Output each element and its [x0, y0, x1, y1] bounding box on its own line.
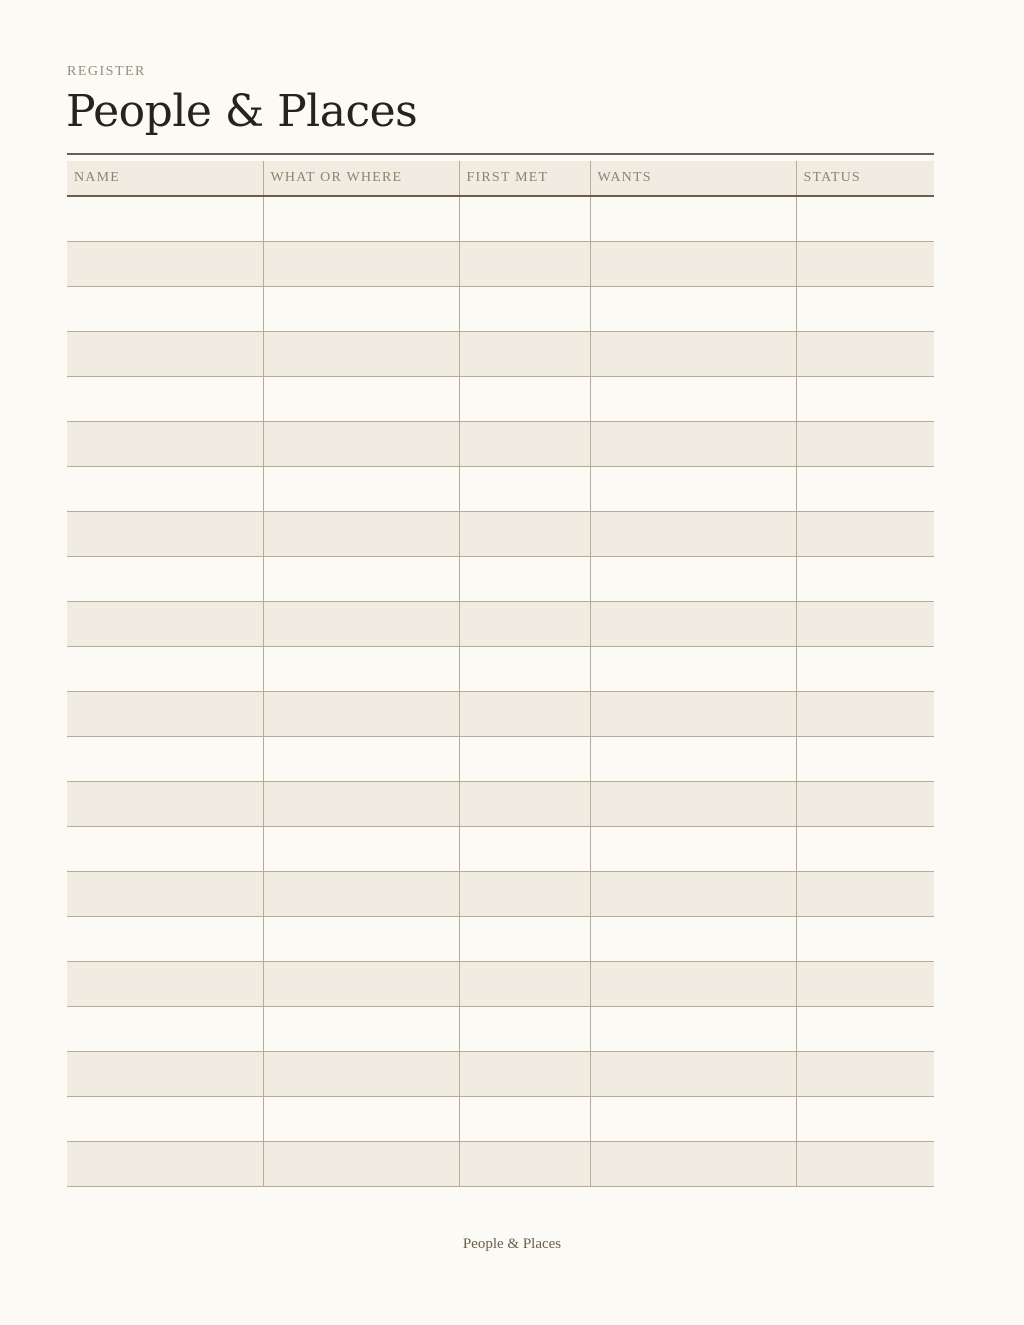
cell-first-met[interactable]: [459, 557, 590, 602]
cell-wants[interactable]: [590, 332, 796, 377]
cell-status[interactable]: [796, 196, 934, 242]
cell-what-or-where[interactable]: [263, 512, 459, 557]
cell-what-or-where[interactable]: [263, 242, 459, 287]
cell-first-met[interactable]: [459, 1097, 590, 1142]
table-row: [67, 557, 934, 602]
cell-name[interactable]: [67, 692, 263, 737]
cell-first-met[interactable]: [459, 737, 590, 782]
cell-name[interactable]: [67, 377, 263, 422]
cell-what-or-where[interactable]: [263, 332, 459, 377]
cell-status[interactable]: [796, 557, 934, 602]
cell-first-met[interactable]: [459, 196, 590, 242]
cell-name[interactable]: [67, 782, 263, 827]
column-header-name: NAME: [67, 161, 263, 196]
table-row: [67, 332, 934, 377]
cell-status[interactable]: [796, 467, 934, 512]
cell-wants[interactable]: [590, 962, 796, 1007]
table-row: [67, 1052, 934, 1097]
cell-first-met[interactable]: [459, 1052, 590, 1097]
cell-what-or-where[interactable]: [263, 782, 459, 827]
cell-name[interactable]: [67, 827, 263, 872]
cell-what-or-where[interactable]: [263, 647, 459, 692]
cell-name[interactable]: [67, 557, 263, 602]
cell-name[interactable]: [67, 332, 263, 377]
table-row: [67, 737, 934, 782]
cell-wants[interactable]: [590, 782, 796, 827]
cell-name[interactable]: [67, 647, 263, 692]
table-row: [67, 602, 934, 647]
title-rule: [67, 153, 934, 155]
table-row: [67, 512, 934, 557]
table-row: [67, 287, 934, 332]
cell-what-or-where[interactable]: [263, 827, 459, 872]
cell-first-met[interactable]: [459, 512, 590, 557]
cell-what-or-where[interactable]: [263, 1097, 459, 1142]
cell-first-met[interactable]: [459, 377, 590, 422]
table-row: [67, 422, 934, 467]
cell-status[interactable]: [796, 827, 934, 872]
cell-name[interactable]: [67, 242, 263, 287]
cell-name[interactable]: [67, 917, 263, 962]
cell-what-or-where[interactable]: [263, 1007, 459, 1052]
cell-wants[interactable]: [590, 647, 796, 692]
cell-what-or-where[interactable]: [263, 692, 459, 737]
cell-name[interactable]: [67, 422, 263, 467]
cell-status[interactable]: [796, 1097, 934, 1142]
cell-wants[interactable]: [590, 287, 796, 332]
column-header-status: STATUS: [796, 161, 934, 196]
cell-name[interactable]: [67, 512, 263, 557]
cell-status[interactable]: [796, 737, 934, 782]
cell-wants[interactable]: [590, 917, 796, 962]
cell-first-met[interactable]: [459, 287, 590, 332]
cell-wants[interactable]: [590, 196, 796, 242]
cell-status[interactable]: [796, 962, 934, 1007]
cell-what-or-where[interactable]: [263, 962, 459, 1007]
cell-what-or-where[interactable]: [263, 557, 459, 602]
cell-what-or-where[interactable]: [263, 1052, 459, 1097]
column-header-what-or-where: WHAT OR WHERE: [263, 161, 459, 196]
cell-first-met[interactable]: [459, 242, 590, 287]
cell-wants[interactable]: [590, 602, 796, 647]
cell-first-met[interactable]: [459, 467, 590, 512]
table-row: [67, 467, 934, 512]
cell-first-met[interactable]: [459, 1142, 590, 1187]
cell-first-met[interactable]: [459, 692, 590, 737]
column-header-wants: WANTS: [590, 161, 796, 196]
table-body: [67, 196, 934, 1187]
cell-wants[interactable]: [590, 467, 796, 512]
cell-first-met[interactable]: [459, 602, 590, 647]
cell-wants[interactable]: [590, 1052, 796, 1097]
cell-name[interactable]: [67, 1142, 263, 1187]
cell-name[interactable]: [67, 1097, 263, 1142]
column-header-first-met: FIRST MET: [459, 161, 590, 196]
cell-status[interactable]: [796, 332, 934, 377]
cell-first-met[interactable]: [459, 962, 590, 1007]
table-row: [67, 242, 934, 287]
cell-status[interactable]: [796, 602, 934, 647]
cell-status[interactable]: [796, 647, 934, 692]
cell-wants[interactable]: [590, 422, 796, 467]
cell-first-met[interactable]: [459, 872, 590, 917]
cell-status[interactable]: [796, 287, 934, 332]
cell-name[interactable]: [67, 602, 263, 647]
cell-status[interactable]: [796, 377, 934, 422]
cell-wants[interactable]: [590, 1142, 796, 1187]
table-row: [67, 962, 934, 1007]
cell-status[interactable]: [796, 1007, 934, 1052]
table-row: [67, 872, 934, 917]
table-row: [67, 1142, 934, 1187]
cell-status[interactable]: [796, 917, 934, 962]
table-row: [67, 647, 934, 692]
cell-what-or-where[interactable]: [263, 377, 459, 422]
cell-wants[interactable]: [590, 1097, 796, 1142]
cell-status[interactable]: [796, 1052, 934, 1097]
cell-what-or-where[interactable]: [263, 287, 459, 332]
table-row: [67, 827, 934, 872]
cell-name[interactable]: [67, 1007, 263, 1052]
cell-wants[interactable]: [590, 737, 796, 782]
cell-name[interactable]: [67, 1052, 263, 1097]
cell-what-or-where[interactable]: [263, 917, 459, 962]
cell-first-met[interactable]: [459, 332, 590, 377]
cell-name[interactable]: [67, 467, 263, 512]
page-title: People & Places: [66, 86, 418, 137]
cell-first-met[interactable]: [459, 782, 590, 827]
cell-status[interactable]: [796, 512, 934, 557]
table-row: [67, 196, 934, 242]
cell-what-or-where[interactable]: [263, 737, 459, 782]
cell-what-or-where[interactable]: [263, 422, 459, 467]
table-row: [67, 377, 934, 422]
cell-what-or-where[interactable]: [263, 467, 459, 512]
table-row: [67, 782, 934, 827]
cell-wants[interactable]: [590, 1007, 796, 1052]
cell-status[interactable]: [796, 242, 934, 287]
cell-what-or-where[interactable]: [263, 602, 459, 647]
table-row: [67, 692, 934, 737]
cell-status[interactable]: [796, 782, 934, 827]
cell-status[interactable]: [796, 872, 934, 917]
table-row: [67, 917, 934, 962]
cell-first-met[interactable]: [459, 917, 590, 962]
table-row: [67, 1097, 934, 1142]
cell-name[interactable]: [67, 962, 263, 1007]
cell-status[interactable]: [796, 692, 934, 737]
cell-wants[interactable]: [590, 692, 796, 737]
cell-first-met[interactable]: [459, 1007, 590, 1052]
cell-name[interactable]: [67, 737, 263, 782]
cell-wants[interactable]: [590, 512, 796, 557]
cell-what-or-where[interactable]: [263, 872, 459, 917]
cell-wants[interactable]: [590, 557, 796, 602]
cell-first-met[interactable]: [459, 827, 590, 872]
page-footer: People & Places: [462, 1236, 562, 1252]
cell-what-or-where[interactable]: [263, 1142, 459, 1187]
section-eyebrow: REGISTER: [67, 64, 146, 79]
register-table: [67, 161, 934, 1187]
cell-wants[interactable]: [590, 827, 796, 872]
table-row: [67, 1007, 934, 1052]
cell-name[interactable]: [67, 287, 263, 332]
cell-name[interactable]: [67, 872, 263, 917]
cell-what-or-where[interactable]: [263, 196, 459, 242]
cell-wants[interactable]: [590, 377, 796, 422]
cell-name[interactable]: [67, 196, 263, 242]
cell-status[interactable]: [796, 1142, 934, 1187]
cell-wants[interactable]: [590, 872, 796, 917]
cell-wants[interactable]: [590, 242, 796, 287]
cell-first-met[interactable]: [459, 647, 590, 692]
table-header: [67, 161, 934, 196]
cell-first-met[interactable]: [459, 422, 590, 467]
cell-status[interactable]: [796, 422, 934, 467]
